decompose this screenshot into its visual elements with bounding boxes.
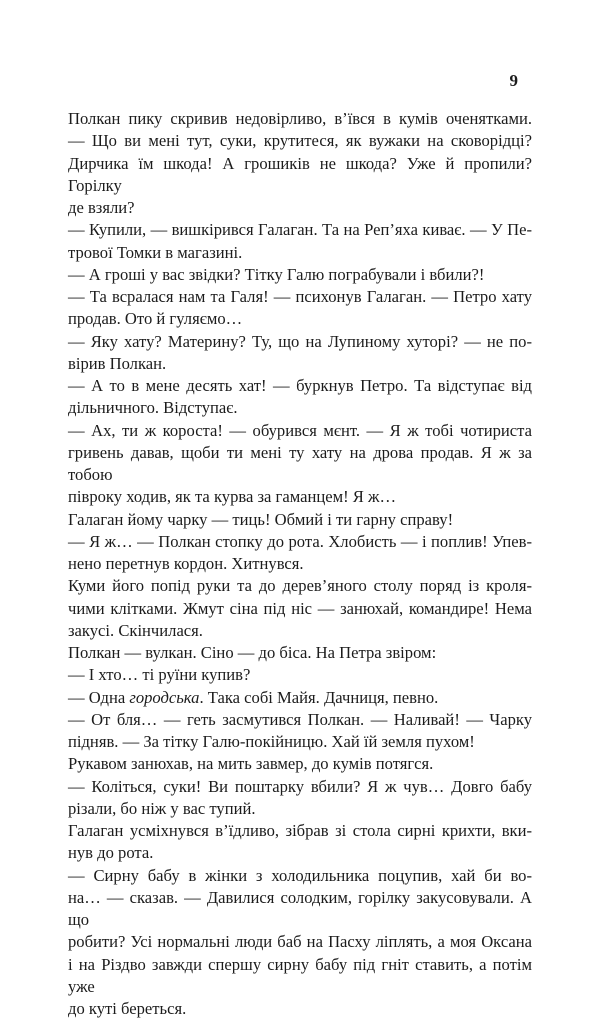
text-line: — І хто… ті руїни купив? (68, 664, 532, 686)
paragraph (68, 108, 532, 219)
paragraph (68, 286, 532, 331)
text-line: трової Томки в магазині. (68, 242, 532, 264)
text-line (68, 687, 532, 709)
text-line: гривень давав, щоби ти мені ту хату на дрова продав. Я ж за тобою (68, 442, 532, 487)
text-line: робити? Усі нормальні люди баб на Пасху ліплять, а моя Оксана (68, 931, 532, 953)
text-fragment: — Одна (68, 688, 129, 707)
text-line: Полкан — вулкан. Сіно — до біса. На Петра звіром: (68, 642, 532, 664)
text-line: — Сирну бабу в жінки з холодильника поцупив, хай би во- (68, 865, 532, 887)
paragraph (68, 331, 532, 376)
body-text (68, 108, 532, 1020)
text-line: — Яку хату? Материну? Ту, що на Лупиному хуторі? — не по- (68, 331, 532, 353)
text-line: і на Різдво завжди спершу сирну бабу під гніт ставить, а потім уже (68, 954, 532, 999)
paragraph (68, 709, 532, 754)
text-line: — А то в мене десять хат! — буркнув Петро. Та відступає від (68, 375, 532, 397)
paragraph (68, 776, 532, 821)
text-fragment: . Така собі Майя. Дачниця, певно. (199, 688, 438, 707)
text-line: — Купили, — вишкірився Галаган. Та на Реп’яха киває. — У Пе- (68, 219, 532, 241)
text-line: — А гроші у вас звідки? Тітку Галю пограбували і вбили?! (68, 264, 532, 286)
paragraph (68, 531, 532, 576)
text-line: Полкан пику скривив недовірливо, в’ївся в кумів оченятками. (68, 108, 532, 130)
paragraph (68, 820, 532, 865)
paragraph (68, 865, 532, 1020)
paragraph (68, 219, 532, 264)
text-line: де взяли? (68, 197, 532, 219)
text-line: — Що ви мені тут, суки, крутитеся, як вужаки на сковорідці? (68, 130, 532, 152)
paragraph (68, 509, 532, 531)
text-line: до куті береться. (68, 998, 532, 1020)
text-line: — Та всралася нам та Галя! — психонув Галаган. — Петро хату (68, 286, 532, 308)
text-line: — Колiться, суки! Ви поштарку вбили? Я ж чув… Довго бабу (68, 776, 532, 798)
text-line: Галаган йому чарку — тиць! Обмий і ти гарну справу! (68, 509, 532, 531)
paragraph (68, 664, 532, 686)
text-line: нув до рота. (68, 842, 532, 864)
text-line: Дирчика їм шкода! А грошиків не шкода? Уже й пропили? Горілку (68, 153, 532, 198)
paragraph (68, 575, 532, 642)
paragraph (68, 375, 532, 420)
text-line: підняв. — За тітку Галю-покійницю. Хай їй земля пухом! (68, 731, 532, 753)
text-line: півроку ходив, як та курва за гаманцем! Я ж… (68, 486, 532, 508)
text-line: — Ах, ти ж короста! — обурився мєнт. — Я ж тобі чотириста (68, 420, 532, 442)
paragraph (68, 264, 532, 286)
text-line: продав. Ото й гуляємо… (68, 308, 532, 330)
text-line: — От бля… — геть засмутився Полкан. — Наливай! — Чарку (68, 709, 532, 731)
text-line: закусі. Скінчилася. (68, 620, 532, 642)
text-line: дільничного. Відступає. (68, 397, 532, 419)
paragraph (68, 420, 532, 509)
text-line: Куми його попід руки та до дерев’яного столу поряд із кроля- (68, 575, 532, 597)
paragraph (68, 687, 532, 709)
text-line: — Я ж… — Полкан стопку до рота. Хлобисть — і поплив! Упев- (68, 531, 532, 553)
text-line: різали, бо ніж у вас тупий. (68, 798, 532, 820)
text-line: чими клітками. Жмут сіна під ніс — занюхай, командире! Нема (68, 598, 532, 620)
text-line: нено перетнув кордон. Хитнувся. (68, 553, 532, 575)
paragraph (68, 642, 532, 664)
italic-word: городська (129, 688, 199, 707)
text-line: Рукавом занюхав, на мить завмер, до кумів потягся. (68, 753, 532, 775)
paragraph (68, 753, 532, 775)
text-line: вірив Полкан. (68, 353, 532, 375)
text-line: Галаган усміхнувся в’їдливо, зібрав зі стола сирні крихти, вки- (68, 820, 532, 842)
text-line: на… — сказав. — Давилися солодким, горілку закусовували. А що (68, 887, 532, 932)
page-number: 9 (510, 71, 519, 91)
